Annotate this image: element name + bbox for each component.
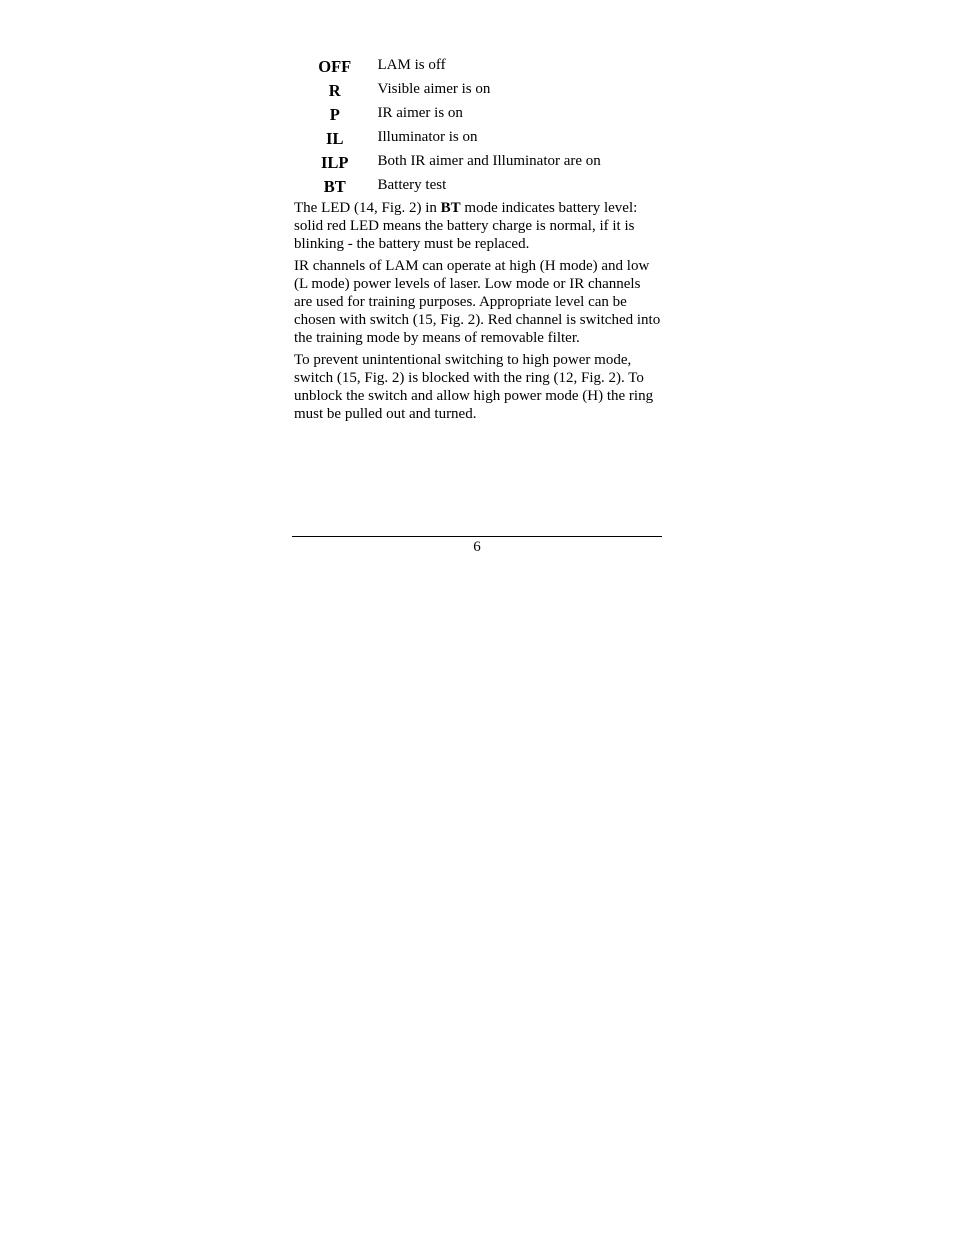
footer-rule (292, 536, 662, 537)
switch-block-paragraph: To prevent unintentional switching to high power mode, switch (15, Fig. 2) is blocked with the ring (12, Fig. 2). To unblock the switch and allow high power mode (H) the ring must be pulled out and turned. (294, 352, 654, 422)
mode-row-bt (292, 175, 660, 199)
mode-description: Battery test (377, 177, 447, 193)
mode-code: R (328, 81, 341, 100)
mode-row-p (292, 103, 660, 127)
mode-code: ILP (321, 153, 349, 172)
mode-row-r (292, 79, 660, 103)
battery-test-mode-term: BT (440, 200, 461, 216)
ir-channels-paragraph: IR channels of LAM can operate at high (H mode) and low (L mode) power levels of laser. Low mode or IR channels are used for training purposes. Appropriate level can be chosen with switch (15, Fig. 2). Red channel is switched into the training mode by means of removable filter. (294, 258, 661, 346)
mode-row-il (292, 127, 660, 151)
mode-description: Illuminator is on (377, 129, 478, 145)
page-content (294, 55, 662, 427)
mode-description: LAM is off (377, 57, 446, 73)
mode-description: Visible aimer is on (377, 81, 491, 97)
mode-row-ilp (292, 151, 660, 175)
mode-code: P (329, 105, 340, 124)
mode-code: OFF (318, 57, 352, 76)
battery-led-text-start: The LED (14, Fig. 2) in (294, 200, 441, 216)
battery-led-paragraph (294, 199, 662, 253)
mode-description: Both IR aimer and Illuminator are on (377, 153, 601, 169)
mode-table (292, 55, 660, 199)
battery-led-text-end: mode indicates battery level: solid red LED means the battery charge is normal, if it is blinking - the battery must be replaced. (294, 200, 638, 252)
mode-row-off (292, 55, 660, 79)
mode-description: IR aimer is on (377, 105, 463, 121)
mode-code: IL (326, 129, 344, 148)
page-number: 6 (473, 539, 481, 555)
mode-code: BT (323, 177, 346, 196)
